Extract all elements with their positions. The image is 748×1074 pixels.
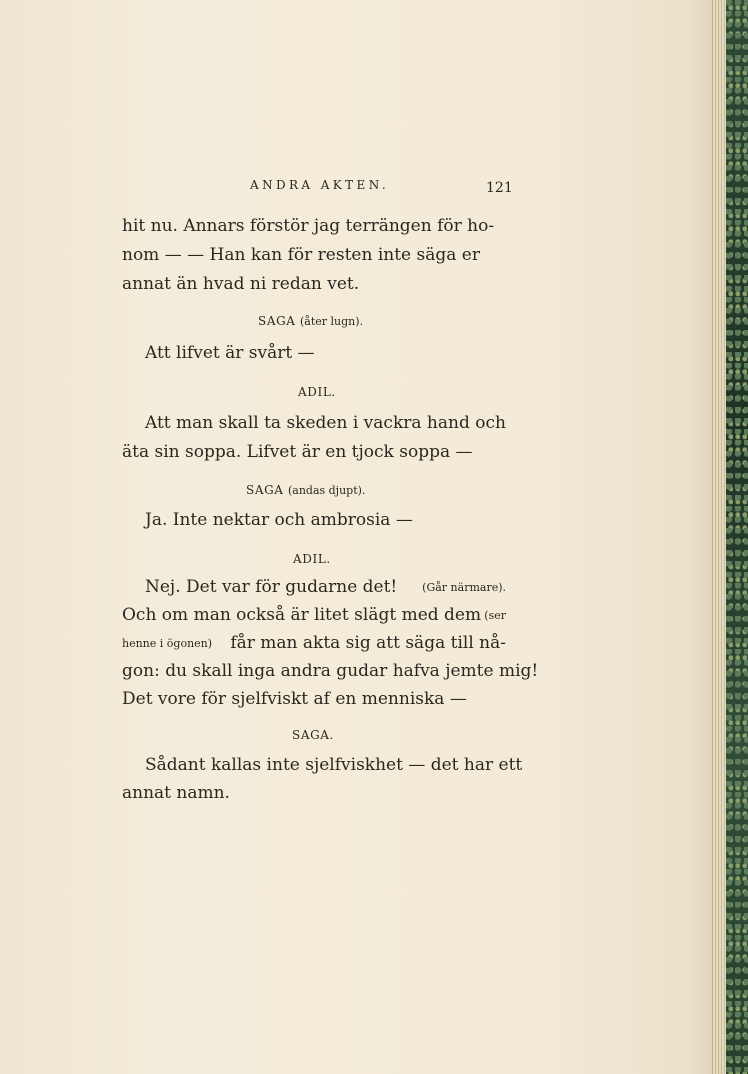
text-line: annat än hvad ni redan vet. <box>122 274 360 294</box>
stage-direction: (Går närmare). <box>422 580 506 594</box>
running-header: ANDRA AKTEN. <box>250 178 390 192</box>
marbled-cover <box>726 0 748 1074</box>
page-number: 121 <box>486 180 513 196</box>
speaker-heading: SAGA (åter lugn). <box>258 314 364 328</box>
text-line: gon: du skall inga andra gudar hafva jemte mig! <box>122 661 539 681</box>
text-line: Att man skall ta skeden i vackra hand och <box>145 413 506 433</box>
text-line: Sådant kallas inte sjelfviskhet — det har ett <box>145 755 523 775</box>
text-line: Nej. Det var för gudarne det! (Går närmare). <box>145 577 506 597</box>
speaker-heading: SAGA (andas djupt). <box>246 483 366 497</box>
speaker-heading: SAGA. <box>292 728 334 742</box>
stage-direction: (ser <box>484 608 506 622</box>
stage-direction: henne i ögonen) <box>122 636 213 650</box>
text-line: annat namn. <box>122 783 230 803</box>
page-edges <box>712 0 727 1074</box>
text-line: Ja. Inte nektar och ambrosia — <box>145 510 413 530</box>
text-line: hit nu. Annars förstör jag terrängen för ho- <box>122 216 495 236</box>
text-line: nom — — Han kan för resten inte säga er <box>122 245 480 265</box>
text-line: henne i ögonen) får man akta sig att säga till nå- <box>122 633 506 653</box>
speaker-heading: ADIL. <box>298 385 336 399</box>
text-line: äta sin soppa. Lifvet är en tjock soppa — <box>122 442 473 462</box>
text-line: Det vore för sjelfviskt af en menniska — <box>122 689 467 709</box>
text-line: Att lifvet är svårt — <box>145 343 315 363</box>
speaker-heading: ADIL. <box>293 552 331 566</box>
text-line: Och om man också är litet slägt med dem (ser <box>122 605 506 625</box>
